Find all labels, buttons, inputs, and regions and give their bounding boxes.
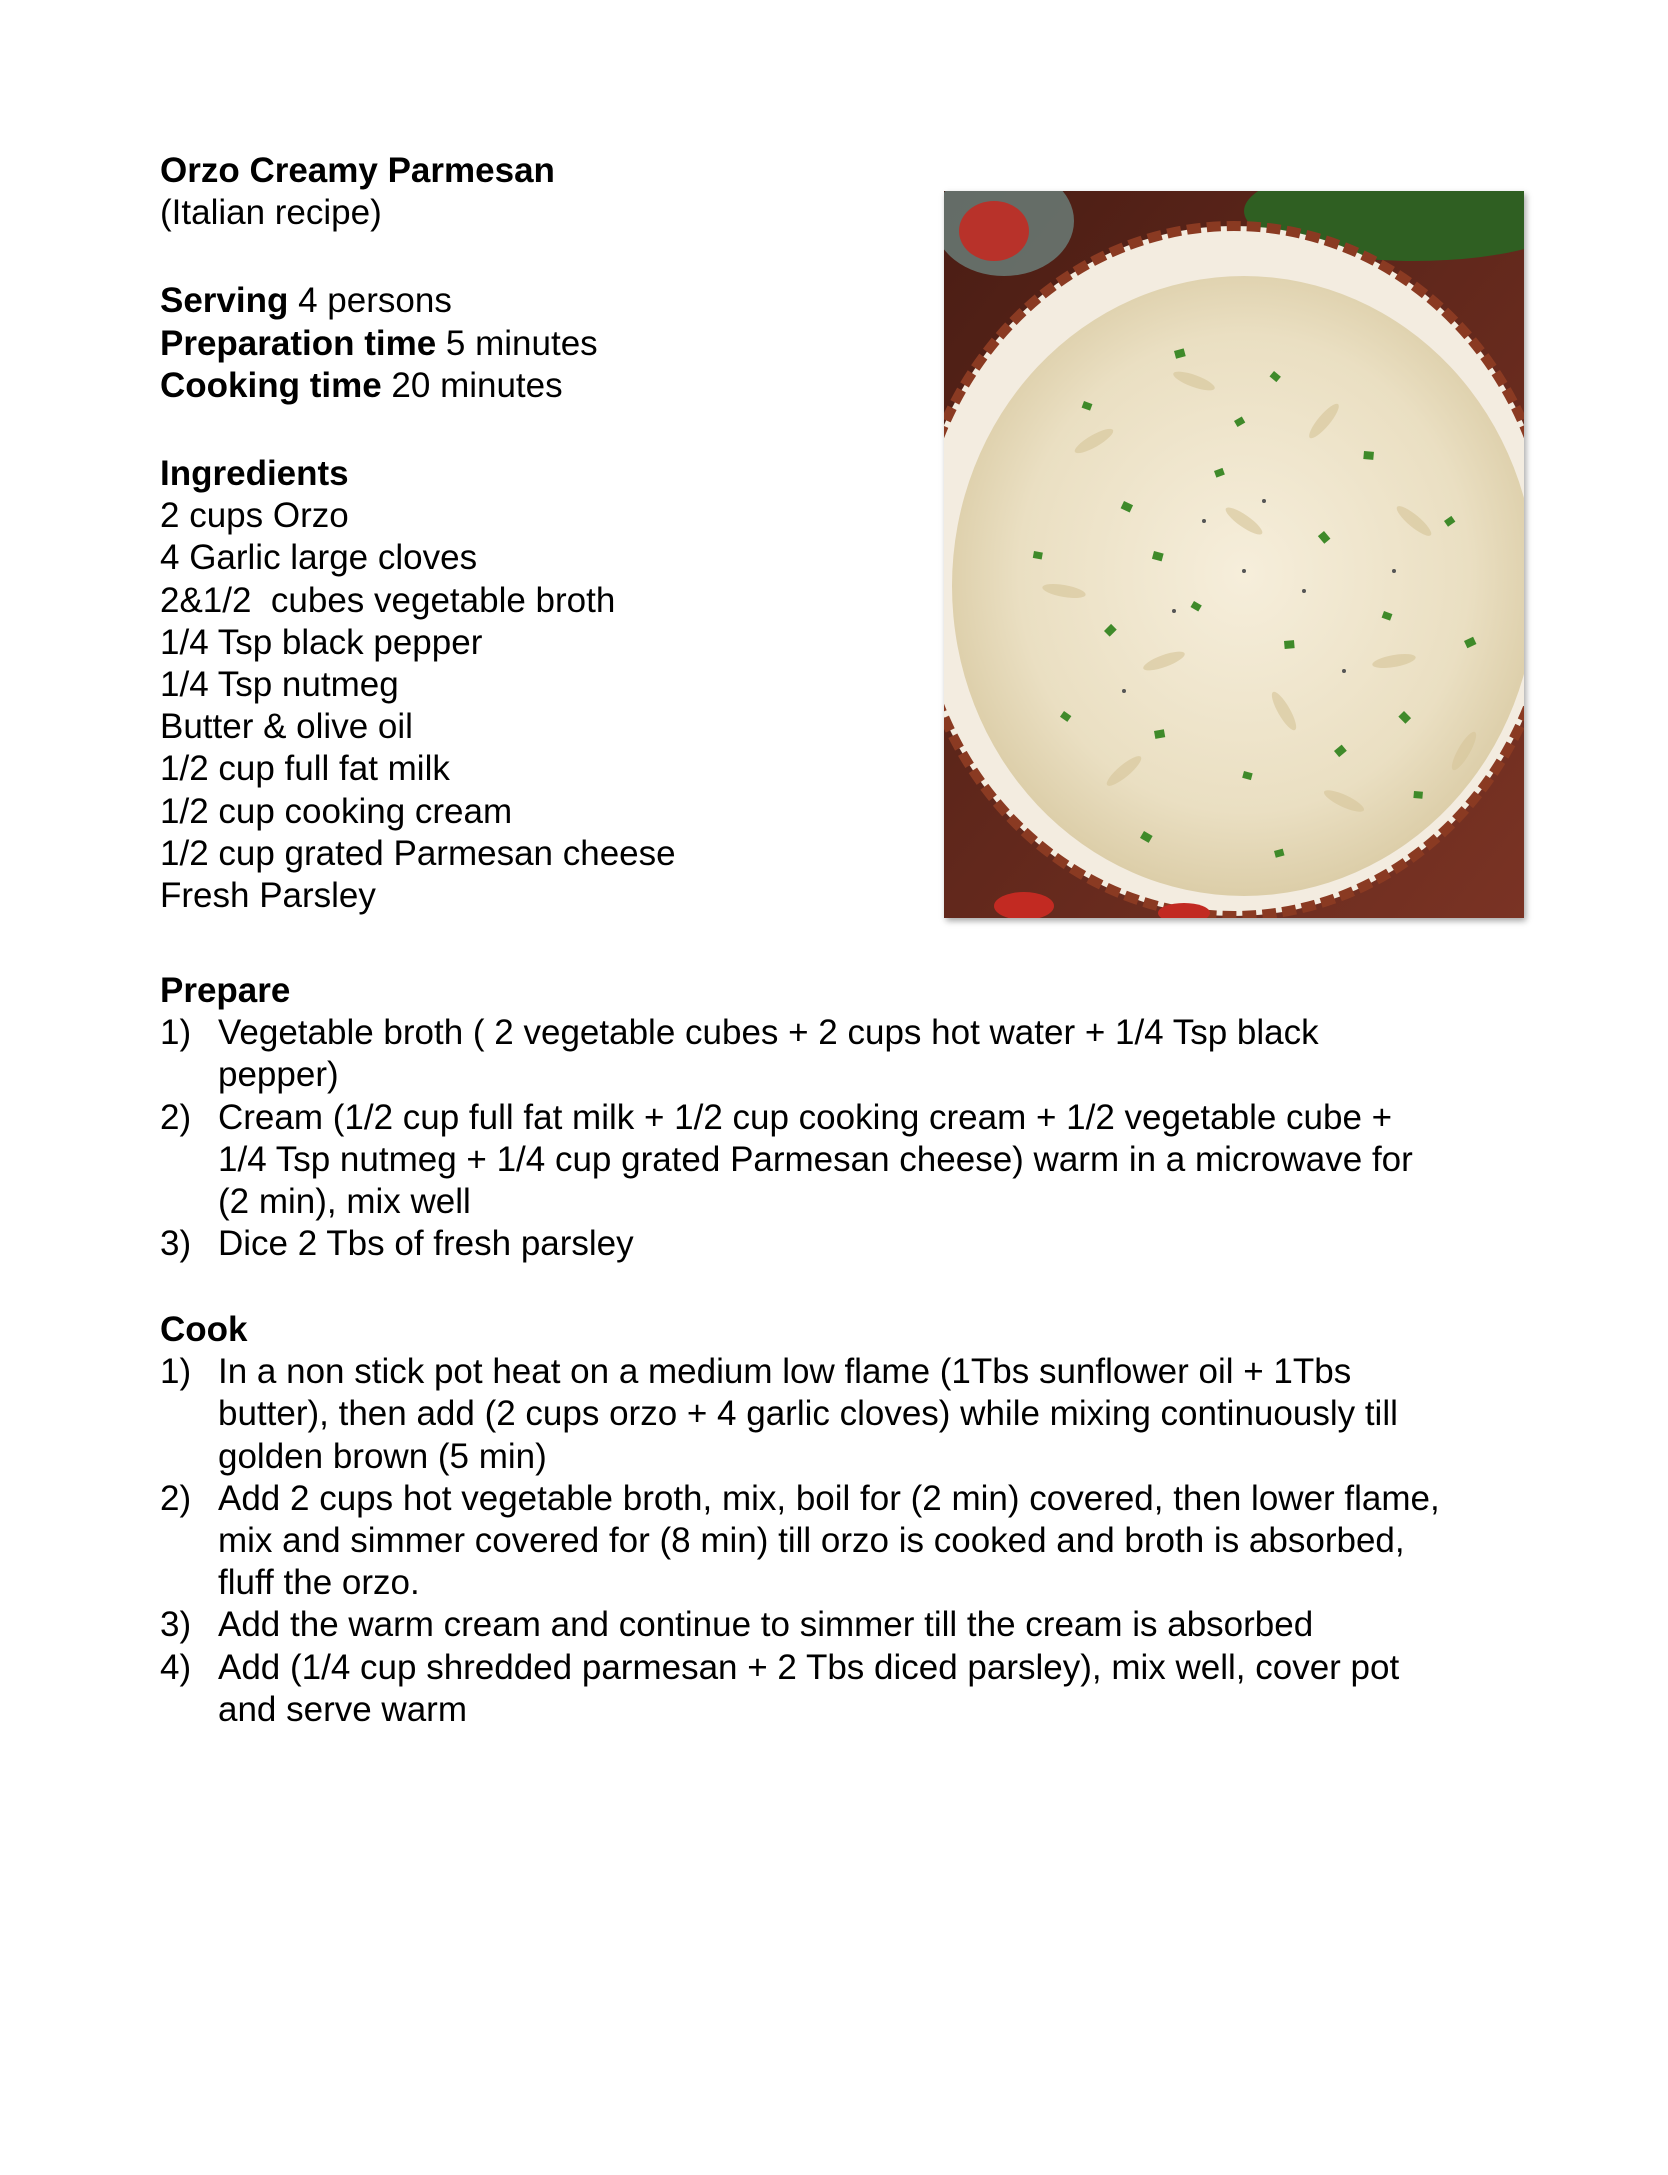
step-number: 2) — [160, 1478, 192, 1518]
step-line: Cream (1/2 cup full fat milk + 1/2 cup cooking cream + 1/2 vegetable cube + — [218, 1097, 1393, 1137]
step-line: Add the warm cream and continue to simmer till the cream is absorbed — [218, 1605, 1314, 1645]
step-line: butter), then add (2 cups orzo + 4 garlic cloves) while mixing continuously till — [218, 1394, 1398, 1434]
ingredient-item: 1/4 Tsp black pepper — [160, 622, 483, 662]
recipe-header — [160, 150, 920, 917]
meta-cooking — [160, 365, 920, 407]
prepare-step — [160, 1012, 1540, 1096]
ingredients-list — [160, 495, 920, 917]
step-line: In a non stick pot heat on a medium low flame (1Tbs sunflower oil + 1Tbs — [218, 1352, 1352, 1392]
prepare-section — [160, 970, 1540, 1265]
ingredient-item: 1/2 cup cooking cream — [160, 791, 513, 831]
step-line: fluff the orzo. — [218, 1563, 420, 1603]
recipe-title: Orzo Creamy Parmesan — [160, 151, 555, 190]
step-line: 1/4 Tsp nutmeg + 1/4 cup grated Parmesan cheese) warm in a microwave for — [218, 1139, 1413, 1179]
ingredients-heading: Ingredients — [160, 454, 349, 494]
ingredient-item: 1/2 cup full fat milk — [160, 749, 450, 789]
step-number: 2) — [160, 1097, 192, 1137]
ingredient-item: 2 cups Orzo — [160, 496, 349, 536]
meta-serving — [160, 280, 920, 322]
step-line: Add (1/4 cup shredded parmesan + 2 Tbs diced parsley), mix well, cover pot — [218, 1647, 1400, 1687]
step-line: mix and simmer covered for (8 min) till orzo is cooked and broth is absorbed, — [218, 1521, 1405, 1561]
step-line: (2 min), mix well — [218, 1182, 471, 1222]
meta-preparation-value: 5 minutes — [436, 323, 598, 363]
prepare-step — [160, 1223, 1540, 1265]
ingredient-item: 1/4 Tsp nutmeg — [160, 665, 399, 705]
step-line: and serve warm — [218, 1689, 467, 1729]
step-line: Vegetable broth ( 2 vegetable cubes + 2 cups hot water + 1/4 Tsp black — [218, 1013, 1319, 1053]
dish-photo — [944, 191, 1524, 918]
step-line: Dice 2 Tbs of fresh parsley — [218, 1224, 634, 1264]
prepare-steps-list — [160, 1012, 1540, 1265]
step-number: 1) — [160, 1352, 192, 1392]
cook-section — [160, 1309, 1540, 1731]
step-number: 3) — [160, 1224, 192, 1264]
cook-steps-list — [160, 1351, 1540, 1731]
step-number: 4) — [160, 1647, 192, 1687]
cook-step — [160, 1604, 1540, 1646]
prepare-step — [160, 1097, 1540, 1224]
orzo-bowl-illustration — [944, 191, 1524, 918]
cook-step — [160, 1478, 1540, 1605]
recipe-subtitle: (Italian recipe) — [160, 193, 382, 233]
step-line: pepper) — [218, 1055, 339, 1095]
ingredient-item: 2&1/2 cubes vegetable broth — [160, 580, 616, 620]
step-line: golden brown (5 min) — [218, 1436, 547, 1476]
ingredient-item: 1/2 cup grated Parmesan cheese — [160, 833, 676, 873]
meta-preparation-label: Preparation time — [160, 323, 437, 363]
ingredient-item: Butter & olive oil — [160, 707, 413, 747]
cook-heading: Cook — [160, 1310, 248, 1349]
meta-cooking-value: 20 minutes — [381, 365, 563, 405]
meta-serving-value: 4 persons — [288, 281, 452, 321]
cook-step — [160, 1351, 1540, 1478]
ingredient-item: Fresh Parsley — [160, 876, 376, 916]
meta-preparation — [160, 323, 920, 365]
step-line: Add 2 cups hot vegetable broth, mix, boil for (2 min) covered, then lower flame, — [218, 1478, 1440, 1518]
meta-cooking-label: Cooking time — [160, 365, 382, 405]
cook-step — [160, 1647, 1540, 1731]
ingredient-item: 4 Garlic large cloves — [160, 538, 478, 578]
prepare-heading: Prepare — [160, 971, 291, 1010]
step-number: 1) — [160, 1013, 192, 1053]
meta-serving-label: Serving — [160, 281, 289, 321]
step-number: 3) — [160, 1605, 192, 1645]
